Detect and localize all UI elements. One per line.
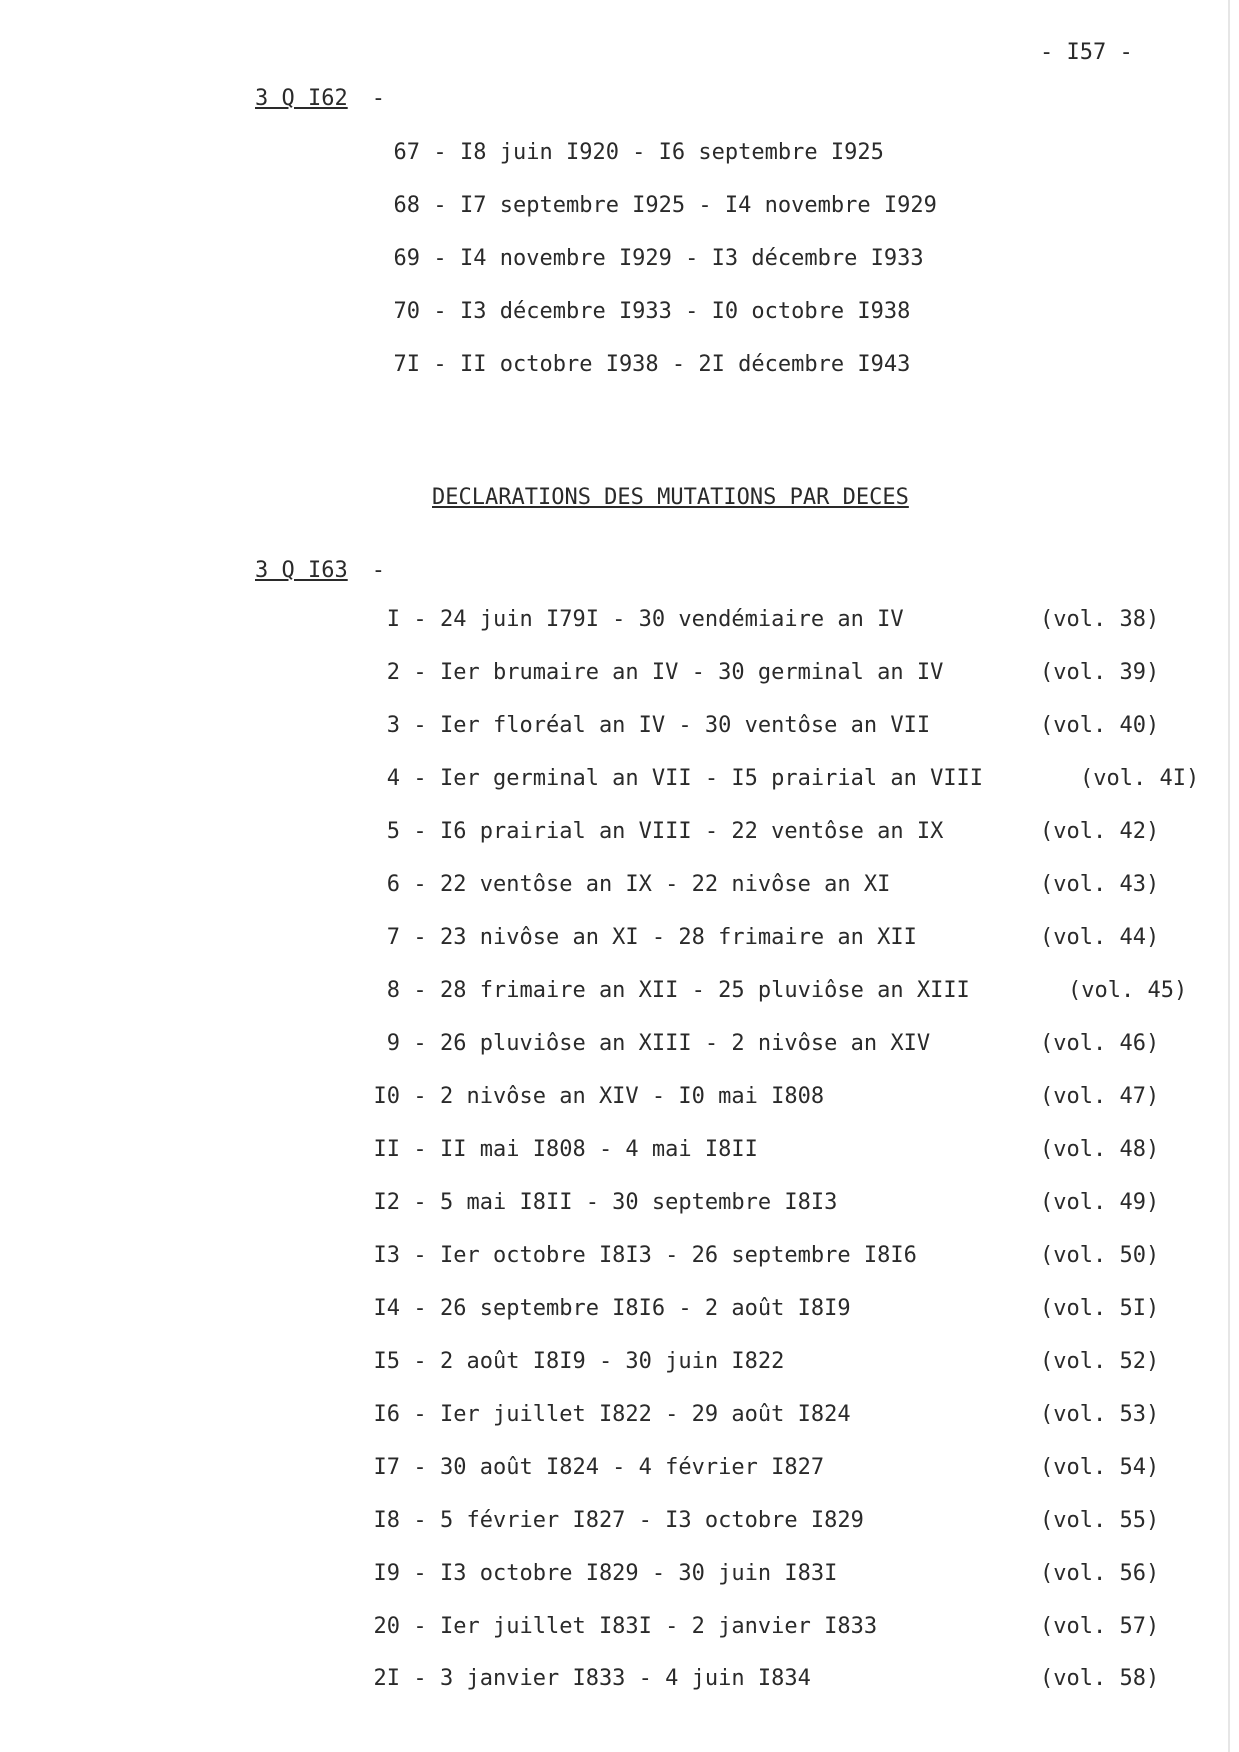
volume-ref: (vol. 52) (1040, 1349, 1160, 1374)
list-item: 9 - 26 pluviôse an XIII - 2 nivôse an XIV (vol. 46) (340, 1031, 930, 1056)
item-number: 5 (386, 819, 400, 844)
item-dates: I8 juin I920 - I6 septembre I925 (460, 140, 884, 165)
volume-ref: (vol. 42) (1040, 819, 1160, 844)
item-number: 69 (393, 246, 420, 271)
item-dates: 26 pluviôse an XIII - 2 nivôse an XIV (440, 1031, 931, 1056)
item-dates: Ier brumaire an IV - 30 germinal an IV (440, 660, 944, 685)
item-dates: Ier germinal an VII - I5 prairial an VIII (440, 766, 984, 791)
list-item: I9 - I3 octobre I829 - 30 juin I83I (vol. 56) (340, 1561, 837, 1586)
list-item: I8 - 5 février I827 - I3 octobre I829 (vol. 55) (340, 1508, 864, 1533)
list-item: 3 - Ier floréal an IV - 30 ventôse an VII (vol. 40) (340, 713, 930, 738)
volume-ref: (vol. 38) (1040, 607, 1160, 632)
volume-ref: (vol. 43) (1040, 872, 1160, 897)
volume-ref: (vol. 4I) (1080, 766, 1200, 791)
volume-ref: (vol. 58) (1040, 1666, 1160, 1691)
item-number: 20 (373, 1614, 400, 1639)
list-item: I3 - Ier octobre I8I3 - 26 septembre I8I6 (vol. 50) (340, 1243, 917, 1268)
item-dates: 30 août I824 - 4 février I827 (440, 1455, 825, 1480)
item-number: 2 (386, 660, 400, 685)
list-item: I - 24 juin I79I - 30 vendémiaire an IV (vol. 38) (340, 607, 904, 632)
volume-ref: (vol. 44) (1040, 925, 1160, 950)
item-number: I4 (373, 1296, 400, 1321)
item-number: 2I (373, 1666, 400, 1691)
list-item: 4 - Ier germinal an VII - I5 prairial an VIII (vol. 4I) (340, 766, 983, 791)
item-number: 7 (386, 925, 400, 950)
section-title: DECLARATIONS DES MUTATIONS PAR DECES (432, 485, 909, 510)
archive-reference-1 (255, 86, 385, 111)
item-dates: Ier juillet I83I - 2 janvier I833 (440, 1614, 878, 1639)
item-number: 9 (386, 1031, 400, 1056)
list-item: I5 - 2 août I8I9 - 30 juin I822 (vol. 52) (340, 1349, 784, 1374)
item-dates: I3 décembre I933 - I0 octobre I938 (460, 299, 911, 324)
item-number: I9 (373, 1561, 400, 1586)
item-number: 7I (393, 352, 420, 377)
item-dates: 3 janvier I833 - 4 juin I834 (440, 1666, 811, 1691)
item-dates: 26 septembre I8I6 - 2 août I8I9 (440, 1296, 851, 1321)
volume-ref: (vol. 39) (1040, 660, 1160, 685)
list-item: 8 - 28 frimaire an XII - 25 pluviôse an XIII (vol. 45) (340, 978, 970, 1003)
list-item: 2I - 3 janvier I833 - 4 juin I834 (vol. 58) (340, 1666, 811, 1691)
volume-ref: (vol. 55) (1040, 1508, 1160, 1533)
volume-ref: (vol. 5I) (1040, 1296, 1160, 1321)
item-dates: Ier octobre I8I3 - 26 septembre I8I6 (440, 1243, 917, 1268)
item-dates: 22 ventôse an IX - 22 nivôse an XI (440, 872, 891, 897)
item-number: 67 (393, 140, 420, 165)
item-number: I8 (373, 1508, 400, 1533)
page-number: - I57 - (1040, 40, 1133, 65)
volume-ref: (vol. 53) (1040, 1402, 1160, 1427)
item-number: I2 (373, 1190, 400, 1215)
item-number: I3 (373, 1243, 400, 1268)
reference-dash: - (371, 558, 385, 583)
item-dates: I3 octobre I829 - 30 juin I83I (440, 1561, 838, 1586)
item-dates: 28 frimaire an XII - 25 pluviôse an XIII (440, 978, 970, 1003)
list-item: 6 - 22 ventôse an IX - 22 nivôse an XI (vol. 43) (340, 872, 890, 897)
item-number: 6 (386, 872, 400, 897)
item-number: I7 (373, 1455, 400, 1480)
volume-ref: (vol. 45) (1068, 978, 1188, 1003)
volume-ref: (vol. 47) (1040, 1084, 1160, 1109)
volume-ref: (vol. 40) (1040, 713, 1160, 738)
reference-dash: - (371, 86, 385, 111)
item-dates: I6 prairial an VIII - 22 ventôse an IX (440, 819, 944, 844)
list-item: 20 - Ier juillet I83I - 2 janvier I833 (vol. 57) (340, 1614, 877, 1639)
item-number: 68 (393, 193, 420, 218)
item-number: 8 (386, 978, 400, 1003)
volume-ref: (vol. 50) (1040, 1243, 1160, 1268)
item-dates: Ier juillet I822 - 29 août I824 (440, 1402, 851, 1427)
item-number: I (386, 607, 400, 632)
item-number: 3 (386, 713, 400, 738)
list-item: I0 - 2 nivôse an XIV - I0 mai I808 (vol. 47) (340, 1084, 824, 1109)
archive-reference-label: 3 Q I63 (255, 558, 348, 583)
item-number: 70 (393, 299, 420, 324)
list-item: 70 - I3 décembre I933 - I0 octobre I938 (360, 299, 910, 324)
list-item: 67 - I8 juin I920 - I6 septembre I925 (360, 140, 884, 165)
volume-ref: (vol. 48) (1040, 1137, 1160, 1162)
list-item: 68 - I7 septembre I925 - I4 novembre I929 (360, 193, 937, 218)
list-item: II - II mai I808 - 4 mai I8II (vol. 48) (340, 1137, 758, 1162)
item-dates: I4 novembre I929 - I3 décembre I933 (460, 246, 924, 271)
volume-ref: (vol. 56) (1040, 1561, 1160, 1586)
volume-ref: (vol. 46) (1040, 1031, 1160, 1056)
item-number: I5 (373, 1349, 400, 1374)
volume-ref: (vol. 49) (1040, 1190, 1160, 1215)
item-dates: II octobre I938 - 2I décembre I943 (460, 352, 911, 377)
item-dates: II mai I808 - 4 mai I8II (440, 1137, 758, 1162)
list-item: 7I - II octobre I938 - 2I décembre I943 (360, 352, 910, 377)
item-dates: 2 août I8I9 - 30 juin I822 (440, 1349, 785, 1374)
list-item: I4 - 26 septembre I8I6 - 2 août I8I9 (vol. 5I) (340, 1296, 851, 1321)
item-dates: 5 mai I8II - 30 septembre I8I3 (440, 1190, 838, 1215)
list-item: I7 - 30 août I824 - 4 février I827 (vol. 54) (340, 1455, 824, 1480)
item-dates: I7 septembre I925 - I4 novembre I929 (460, 193, 937, 218)
item-number: 4 (386, 766, 400, 791)
item-number: II (373, 1137, 400, 1162)
volume-ref: (vol. 57) (1040, 1614, 1160, 1639)
item-dates: 24 juin I79I - 30 vendémiaire an IV (440, 607, 904, 632)
volume-ref: (vol. 54) (1040, 1455, 1160, 1480)
item-dates: 23 nivôse an XI - 28 frimaire an XII (440, 925, 917, 950)
list-item: I6 - Ier juillet I822 - 29 août I824 (vol. 53) (340, 1402, 851, 1427)
page-edge (1228, 0, 1230, 1752)
list-item: 5 - I6 prairial an VIII - 22 ventôse an IX (vol. 42) (340, 819, 943, 844)
item-dates: 5 février I827 - I3 octobre I829 (440, 1508, 864, 1533)
item-dates: Ier floréal an IV - 30 ventôse an VII (440, 713, 931, 738)
archive-reference-2 (255, 558, 385, 583)
item-dates: 2 nivôse an XIV - I0 mai I808 (440, 1084, 825, 1109)
list-item: 2 - Ier brumaire an IV - 30 germinal an IV (vol. 39) (340, 660, 943, 685)
list-item: I2 - 5 mai I8II - 30 septembre I8I3 (vol. 49) (340, 1190, 837, 1215)
list-item: 7 - 23 nivôse an XI - 28 frimaire an XII (vol. 44) (340, 925, 917, 950)
item-number: I6 (373, 1402, 400, 1427)
archive-reference-label: 3 Q I62 (255, 86, 348, 111)
item-number: I0 (373, 1084, 400, 1109)
list-item: 69 - I4 novembre I929 - I3 décembre I933 (360, 246, 924, 271)
